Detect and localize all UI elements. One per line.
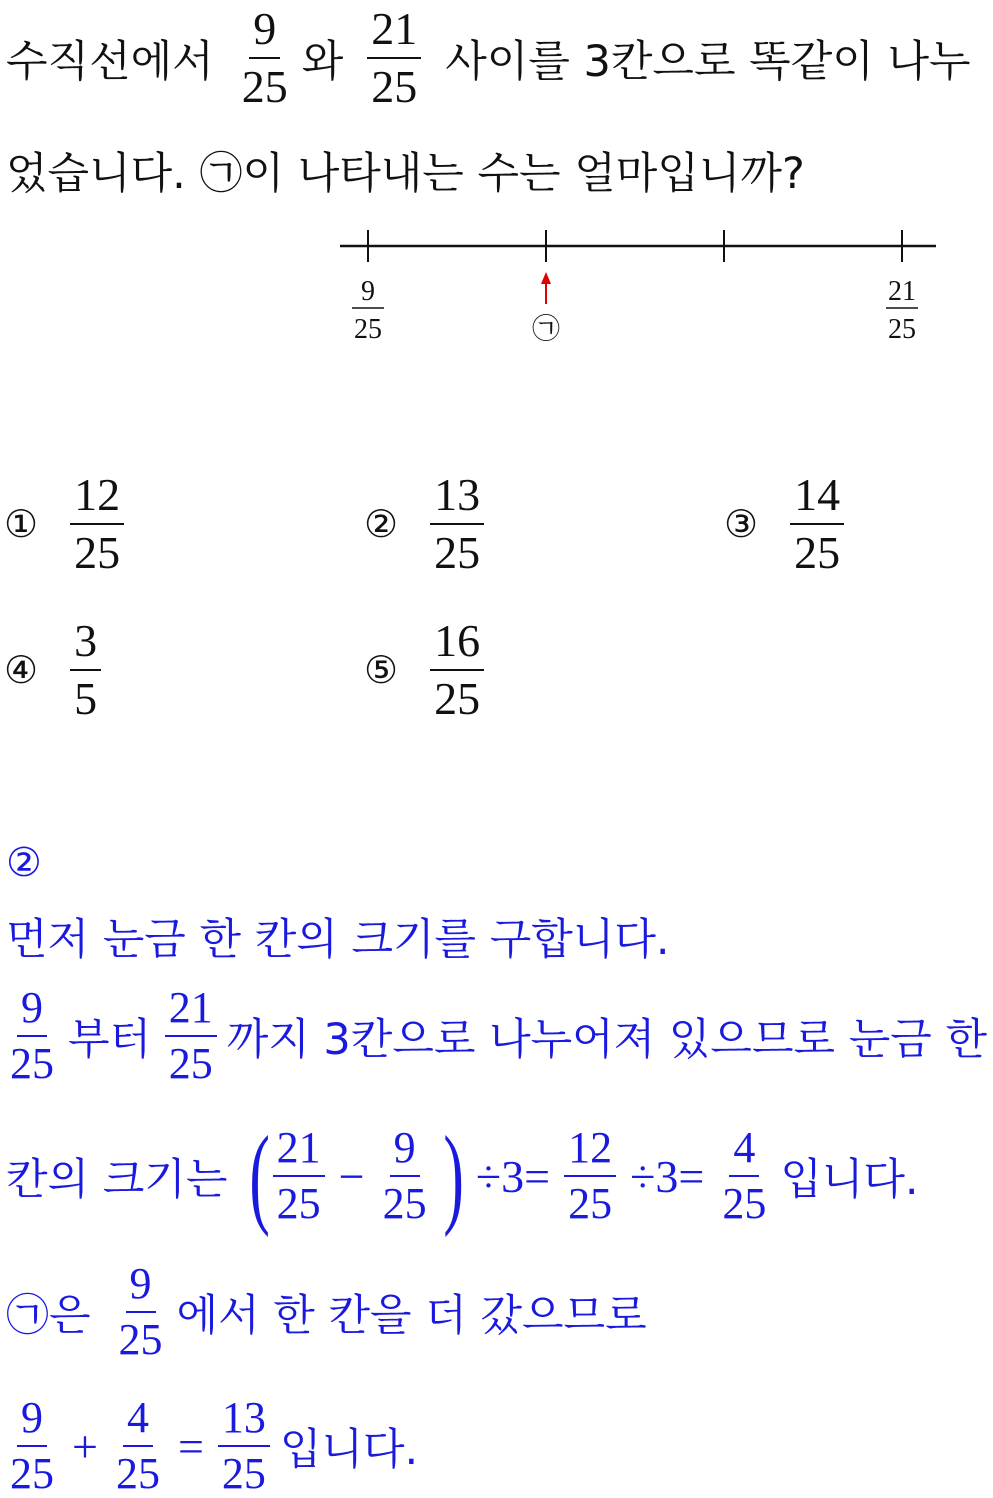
question-line-2 — [6, 140, 987, 200]
right-label-numerator: 21 — [888, 276, 916, 307]
fraction — [430, 615, 484, 724]
pointer-arrow-head — [541, 272, 551, 284]
numerator: 9 — [17, 986, 47, 1037]
solution-text: 먼저 눈금 한 칸의 크기를 구합니다. — [6, 914, 670, 965]
solution-line-1 — [6, 906, 987, 966]
numerator: 13 — [218, 1396, 270, 1447]
numerator: 9 — [249, 6, 280, 59]
denominator: 25 — [115, 1449, 160, 1498]
left-label-denominator: 25 — [354, 314, 382, 345]
choice-number: ② — [364, 502, 399, 546]
solution-text: 부터 — [68, 1014, 152, 1065]
denominator: 25 — [794, 527, 841, 578]
numerator: 4 — [729, 1126, 759, 1177]
solution-line-3 — [6, 1114, 987, 1238]
fraction — [218, 1393, 270, 1498]
numerator: 21 — [165, 986, 217, 1037]
solution-line-5 — [6, 1393, 987, 1498]
numerator: 12 — [564, 1126, 616, 1177]
left-label-numerator: 9 — [361, 276, 375, 307]
fraction — [564, 1123, 616, 1228]
choice-number: ④ — [4, 648, 39, 692]
solution-answer — [6, 838, 987, 888]
denominator: 25 — [168, 1039, 213, 1088]
denominator: 25 — [10, 1449, 54, 1498]
numerator: 9 — [17, 1396, 47, 1447]
solution-text: 입니다. — [780, 1154, 919, 1205]
left-parenthesis: ( — [249, 1114, 271, 1238]
solution-text: 에서 한 칸을 더 갔으므로 — [176, 1290, 647, 1341]
choice-number: ③ — [724, 502, 759, 546]
question-text-1: 수직선에서 — [6, 36, 214, 87]
solution-line-2 — [6, 983, 987, 1088]
solution-text: 칸의 크기는 — [6, 1154, 228, 1205]
numerator: 9 — [126, 1262, 156, 1313]
fraction — [70, 469, 124, 578]
denominator: 5 — [74, 673, 98, 724]
fraction — [367, 3, 421, 112]
denominator: 25 — [10, 1039, 54, 1088]
right-label-denominator: 25 — [888, 314, 916, 345]
fraction — [112, 1393, 164, 1498]
fraction — [6, 1393, 58, 1498]
denominator: 25 — [371, 61, 418, 112]
solution-line-4 — [6, 1259, 987, 1364]
choice-5[interactable] — [364, 615, 494, 724]
fraction — [165, 983, 217, 1088]
fraction — [115, 1259, 167, 1364]
fraction — [273, 1123, 325, 1228]
solution-text: ㉠은 — [6, 1290, 91, 1341]
denominator: 25 — [276, 1179, 321, 1228]
question-text-4: 었습니다. ㉠이 나타내는 수는 얼마입니까? — [6, 148, 805, 199]
question-line-1 — [6, 3, 987, 112]
question-text-3: 사이를 3칸으로 똑같이 나누 — [445, 36, 971, 87]
numerator: 9 — [390, 1126, 420, 1177]
number-line — [330, 222, 950, 352]
minus-sign: − — [338, 1150, 365, 1202]
fraction — [238, 3, 292, 112]
plus-sign: + — [72, 1420, 98, 1472]
numerator: 4 — [123, 1396, 153, 1447]
fraction — [6, 983, 58, 1088]
denominator: 25 — [382, 1179, 427, 1228]
denominator: 25 — [221, 1449, 266, 1498]
denominator: 25 — [434, 673, 481, 724]
equals-sign: = — [177, 1420, 204, 1472]
choice-number: ① — [4, 502, 39, 546]
numerator: 21 — [273, 1126, 325, 1177]
fraction — [430, 469, 484, 578]
fraction — [379, 1123, 431, 1228]
denominator: 25 — [434, 527, 481, 578]
solution-text: 까지 3칸으로 나누어져 있으므로 눈금 한 — [226, 1014, 987, 1065]
numerator: 14 — [790, 472, 844, 525]
fraction — [718, 1123, 770, 1228]
choice-2[interactable] — [364, 469, 494, 578]
numerator: 16 — [430, 618, 484, 671]
marker-label: ㉠ — [531, 312, 561, 345]
division-expression: ÷3= — [630, 1150, 705, 1202]
choice-4[interactable] — [4, 615, 111, 724]
denominator: 25 — [118, 1315, 163, 1364]
denominator: 25 — [241, 61, 288, 112]
numerator: 21 — [367, 6, 421, 59]
choice-3[interactable] — [724, 469, 854, 578]
numerator: 3 — [70, 618, 101, 671]
right-parenthesis: ) — [443, 1114, 464, 1238]
denominator: 25 — [74, 527, 121, 578]
numerator: 13 — [430, 472, 484, 525]
choice-number: ⑤ — [364, 648, 399, 692]
denominator: 25 — [722, 1179, 767, 1228]
fraction — [790, 469, 844, 578]
denominator: 25 — [568, 1179, 613, 1228]
answer-mark: ② — [6, 840, 42, 886]
division-expression: ÷3= — [475, 1150, 551, 1202]
numerator: 12 — [70, 472, 124, 525]
fraction — [70, 615, 101, 724]
solution-text: 입니다. — [279, 1424, 419, 1475]
choice-1[interactable] — [4, 469, 134, 578]
question-text-2: 와 — [301, 36, 344, 87]
